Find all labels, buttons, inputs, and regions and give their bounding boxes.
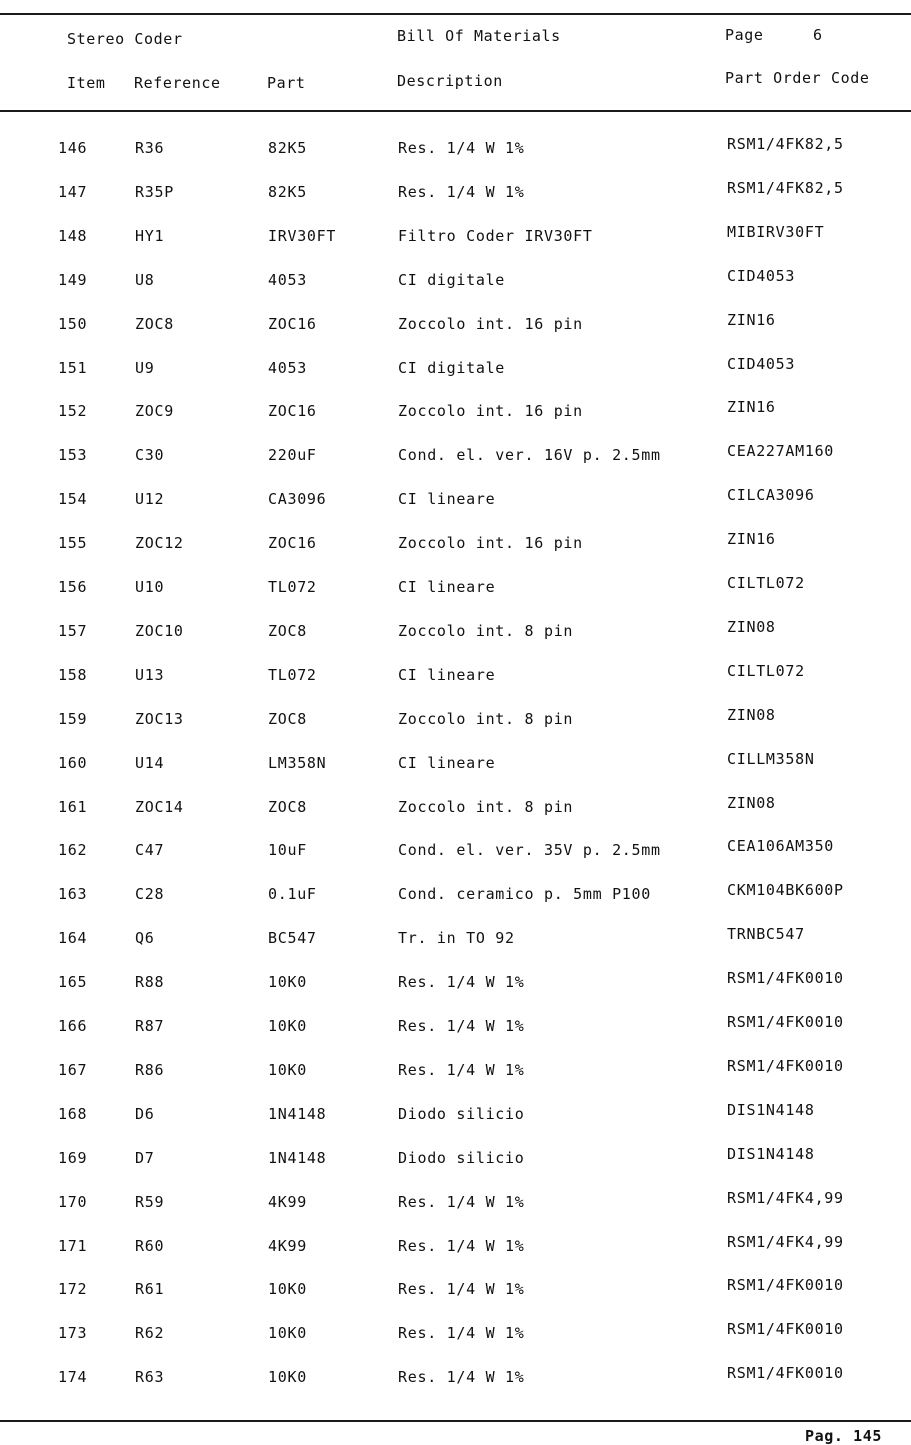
part-order-code: RSM1/4FK0010 (727, 1057, 844, 1075)
reference-designator: U9 (135, 359, 155, 377)
table-row (0, 881, 911, 929)
item-number: 157 (58, 622, 88, 640)
table-row (0, 1101, 911, 1149)
table-row (0, 969, 911, 1017)
item-number: 167 (58, 1061, 88, 1079)
footer-page-number: Pag. 145 (805, 1427, 883, 1445)
item-number: 168 (58, 1105, 88, 1123)
part-description: Res. 1/4 W 1% (398, 1280, 525, 1298)
part-description: Res. 1/4 W 1% (398, 183, 525, 201)
item-number: 150 (58, 315, 88, 333)
part-value: 10K0 (268, 973, 307, 991)
item-number: 155 (58, 534, 88, 552)
part-order-code: CKM104BK600P (727, 881, 844, 899)
item-number: 162 (58, 841, 88, 859)
header-rule (0, 110, 911, 112)
table-row (0, 1145, 911, 1193)
reference-designator: C28 (135, 885, 165, 903)
part-description: CI digitale (398, 271, 506, 289)
table-row (0, 1320, 911, 1368)
part-order-code: ZIN08 (727, 794, 776, 812)
item-number: 172 (58, 1280, 88, 1298)
part-description: Res. 1/4 W 1% (398, 1017, 525, 1035)
table-row (0, 925, 911, 973)
column-header-order-code: Part Order Code (725, 69, 870, 87)
part-value: 82K5 (268, 139, 307, 157)
item-number: 156 (58, 578, 88, 596)
table-row (0, 750, 911, 798)
part-order-code: TRNBC547 (727, 925, 805, 943)
item-number: 158 (58, 666, 88, 684)
part-description: Tr. in TO 92 (398, 929, 515, 947)
part-value: ZOC8 (268, 710, 307, 728)
table-row (0, 311, 911, 359)
item-number: 166 (58, 1017, 88, 1035)
part-value: 220uF (268, 446, 317, 464)
item-number: 148 (58, 227, 88, 245)
part-order-code: DIS1N4148 (727, 1145, 815, 1163)
item-number: 169 (58, 1149, 88, 1167)
part-value: 10K0 (268, 1324, 307, 1342)
item-number: 173 (58, 1324, 88, 1342)
table-row (0, 1276, 911, 1324)
part-value: ZOC16 (268, 315, 317, 333)
part-description: Res. 1/4 W 1% (398, 1193, 525, 1211)
part-order-code: RSM1/4FK0010 (727, 1364, 844, 1382)
part-description: Zoccolo int. 16 pin (398, 315, 583, 333)
reference-designator: R36 (135, 139, 165, 157)
item-number: 164 (58, 929, 88, 947)
reference-designator: U14 (135, 754, 165, 772)
part-value: TL072 (268, 666, 317, 684)
part-value: CA3096 (268, 490, 327, 508)
part-value: 10K0 (268, 1280, 307, 1298)
table-row (0, 1233, 911, 1281)
part-description: Diodo silicio (398, 1149, 525, 1167)
part-description: Zoccolo int. 16 pin (398, 534, 583, 552)
part-order-code: RSM1/4FK0010 (727, 1276, 844, 1294)
part-value: ZOC16 (268, 534, 317, 552)
table-row (0, 530, 911, 578)
item-number: 163 (58, 885, 88, 903)
part-description: Filtro Coder IRV30FT (398, 227, 593, 245)
table-row (0, 179, 911, 227)
reference-designator: R87 (135, 1017, 165, 1035)
table-row (0, 1013, 911, 1061)
page-number: 6 (813, 26, 823, 44)
part-value: 10K0 (268, 1368, 307, 1386)
reference-designator: D6 (135, 1105, 155, 1123)
part-description: Zoccolo int. 8 pin (398, 622, 574, 640)
part-description: CI lineare (398, 754, 496, 772)
reference-designator: R61 (135, 1280, 165, 1298)
part-value: BC547 (268, 929, 317, 947)
part-order-code: CID4053 (727, 267, 796, 285)
reference-designator: ZOC12 (135, 534, 184, 552)
table-row (0, 135, 911, 183)
page-label: Page (725, 26, 764, 44)
part-order-code: ZIN16 (727, 398, 776, 416)
part-description: Res. 1/4 W 1% (398, 1237, 525, 1255)
table-row (0, 442, 911, 490)
document-title: Stereo Coder (67, 30, 183, 48)
part-order-code: ZIN16 (727, 311, 776, 329)
item-number: 170 (58, 1193, 88, 1211)
part-description: CI digitale (398, 359, 506, 377)
reference-designator: ZOC14 (135, 798, 184, 816)
table-row (0, 223, 911, 271)
part-value: LM358N (268, 754, 327, 772)
reference-designator: R35P (135, 183, 174, 201)
reference-designator: C47 (135, 841, 165, 859)
reference-designator: R62 (135, 1324, 165, 1342)
reference-designator: C30 (135, 446, 165, 464)
part-description: Zoccolo int. 16 pin (398, 402, 583, 420)
part-order-code: RSM1/4FK4,99 (727, 1189, 844, 1207)
reference-designator: ZOC8 (135, 315, 174, 333)
part-order-code: CEA106AM350 (727, 837, 835, 855)
part-order-code: RSM1/4FK82,5 (727, 179, 844, 197)
reference-designator: R86 (135, 1061, 165, 1079)
item-number: 151 (58, 359, 88, 377)
part-value: 4053 (268, 359, 307, 377)
part-value: 82K5 (268, 183, 307, 201)
table-row (0, 1189, 911, 1237)
item-number: 160 (58, 754, 88, 772)
column-header-part: Part (267, 74, 306, 92)
part-order-code: ZIN08 (727, 618, 776, 636)
table-row (0, 355, 911, 403)
bottom-rule (0, 1420, 911, 1422)
part-value: 10K0 (268, 1017, 307, 1035)
item-number: 161 (58, 798, 88, 816)
part-value: 10uF (268, 841, 307, 859)
item-number: 174 (58, 1368, 88, 1386)
part-order-code: DIS1N4148 (727, 1101, 815, 1119)
column-header-description: Description (397, 72, 503, 90)
part-order-code: RSM1/4FK82,5 (727, 135, 844, 153)
reference-designator: ZOC10 (135, 622, 184, 640)
part-value: 4053 (268, 271, 307, 289)
item-number: 152 (58, 402, 88, 420)
part-order-code: CID4053 (727, 355, 796, 373)
item-number: 153 (58, 446, 88, 464)
item-number: 146 (58, 139, 88, 157)
table-row (0, 662, 911, 710)
column-header-reference: Reference (134, 74, 221, 92)
part-description: Res. 1/4 W 1% (398, 1324, 525, 1342)
part-description: Cond. el. ver. 35V p. 2.5mm (398, 841, 661, 859)
reference-designator: U8 (135, 271, 155, 289)
part-description: Res. 1/4 W 1% (398, 1368, 525, 1386)
part-value: ZOC16 (268, 402, 317, 420)
part-order-code: CEA227AM160 (727, 442, 835, 460)
reference-designator: U12 (135, 490, 165, 508)
part-value: IRV30FT (268, 227, 337, 245)
part-description: Res. 1/4 W 1% (398, 973, 525, 991)
column-header-item: Item (67, 74, 106, 92)
part-value: TL072 (268, 578, 317, 596)
part-value: 1N4148 (268, 1149, 327, 1167)
table-row (0, 837, 911, 885)
part-order-code: RSM1/4FK0010 (727, 1320, 844, 1338)
part-description: CI lineare (398, 666, 496, 684)
top-rule (0, 13, 911, 15)
document-type: Bill Of Materials (397, 27, 561, 45)
part-value: 4K99 (268, 1193, 307, 1211)
part-order-code: CILCA3096 (727, 486, 815, 504)
table-row (0, 1364, 911, 1412)
reference-designator: HY1 (135, 227, 165, 245)
part-order-code: RSM1/4FK0010 (727, 1013, 844, 1031)
item-number: 159 (58, 710, 88, 728)
part-description: Cond. el. ver. 16V p. 2.5mm (398, 446, 661, 464)
reference-designator: Q6 (135, 929, 155, 947)
part-value: 10K0 (268, 1061, 307, 1079)
part-description: CI lineare (398, 490, 496, 508)
part-order-code: RSM1/4FK0010 (727, 969, 844, 987)
reference-designator: ZOC13 (135, 710, 184, 728)
part-description: Res. 1/4 W 1% (398, 139, 525, 157)
reference-designator: ZOC9 (135, 402, 174, 420)
table-row (0, 1057, 911, 1105)
item-number: 171 (58, 1237, 88, 1255)
table-row (0, 398, 911, 446)
reference-designator: R59 (135, 1193, 165, 1211)
item-number: 154 (58, 490, 88, 508)
table-row (0, 267, 911, 315)
reference-designator: R60 (135, 1237, 165, 1255)
part-value: 0.1uF (268, 885, 317, 903)
item-number: 147 (58, 183, 88, 201)
part-description: CI lineare (398, 578, 496, 596)
part-description: Res. 1/4 W 1% (398, 1061, 525, 1079)
part-order-code: CILTL072 (727, 574, 805, 592)
part-value: ZOC8 (268, 798, 307, 816)
part-description: Cond. ceramico p. 5mm P100 (398, 885, 651, 903)
part-value: 1N4148 (268, 1105, 327, 1123)
part-value: ZOC8 (268, 622, 307, 640)
reference-designator: D7 (135, 1149, 155, 1167)
item-number: 149 (58, 271, 88, 289)
reference-designator: U13 (135, 666, 165, 684)
table-row (0, 486, 911, 534)
table-row (0, 706, 911, 754)
part-order-code: MIBIRV30FT (727, 223, 825, 241)
table-row (0, 574, 911, 622)
item-number: 165 (58, 973, 88, 991)
reference-designator: U10 (135, 578, 165, 596)
part-order-code: CILLM358N (727, 750, 815, 768)
part-description: Diodo silicio (398, 1105, 525, 1123)
reference-designator: R88 (135, 973, 165, 991)
table-row (0, 794, 911, 842)
table-row (0, 618, 911, 666)
part-order-code: RSM1/4FK4,99 (727, 1233, 844, 1251)
part-order-code: ZIN08 (727, 706, 776, 724)
part-description: Zoccolo int. 8 pin (398, 710, 574, 728)
reference-designator: R63 (135, 1368, 165, 1386)
part-description: Zoccolo int. 8 pin (398, 798, 574, 816)
part-value: 4K99 (268, 1237, 307, 1255)
part-order-code: ZIN16 (727, 530, 776, 548)
part-order-code: CILTL072 (727, 662, 805, 680)
